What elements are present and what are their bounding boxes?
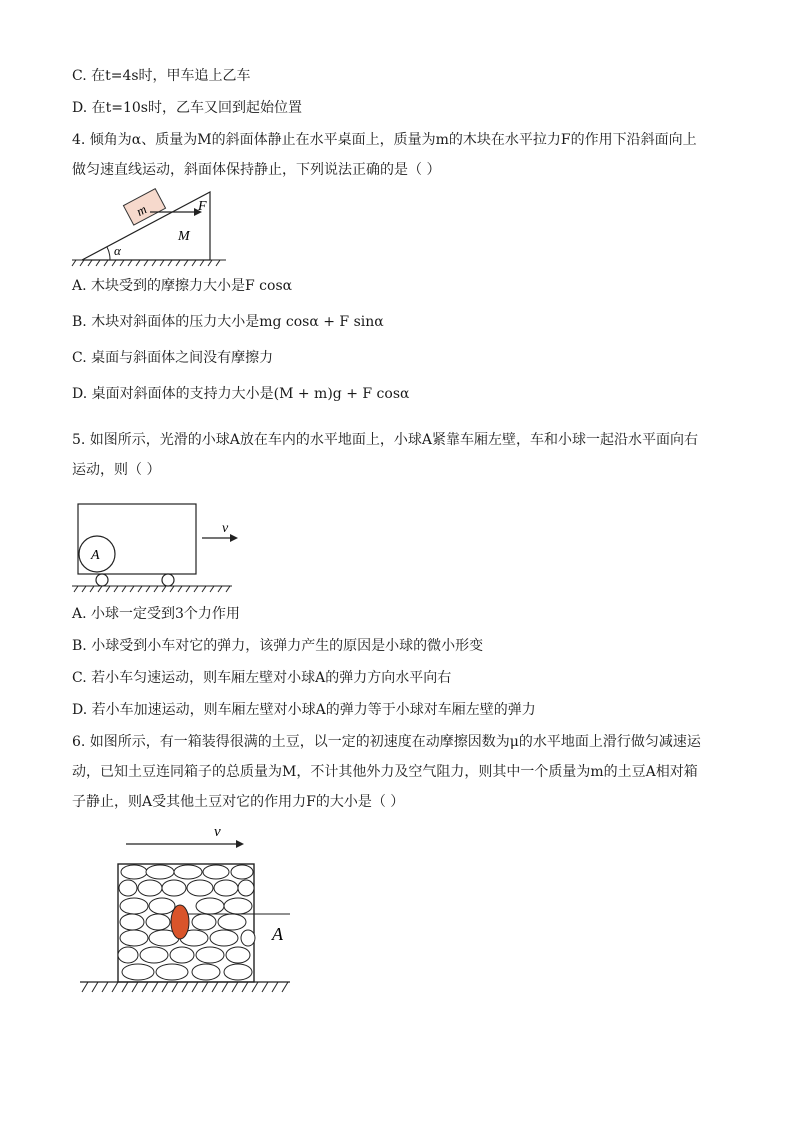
- incline-label: M: [178, 229, 190, 244]
- q6-stem-line1: 6. 如图所示，有一箱装得很满的土豆，以一定的初速度在动摩擦因数为μ的水平地面上滑行做匀减速运: [72, 734, 701, 750]
- angle-label: α: [114, 243, 121, 258]
- q4-option-c: C. 桌面与斜面体之间没有摩擦力: [72, 350, 274, 366]
- q6-velocity-label: v: [214, 824, 221, 840]
- block-label: m: [133, 201, 150, 220]
- q4-stem-line1: 4. 倾角为α、质量为M的斜面体静止在水平桌面上，质量为m的木块在水平拉力F的作用下沿斜面向上: [72, 132, 697, 148]
- force-label: F: [198, 199, 207, 214]
- potato-a-label: A: [272, 924, 283, 944]
- potato-a: [171, 905, 189, 939]
- option-d-prev: D. 在t=10s时，乙车又回到起始位置: [72, 100, 302, 116]
- q4-option-d: D. 桌面对斜面体的支持力大小是(M + m)g + F cosα: [72, 386, 410, 402]
- q5-stem-line1: 5. 如图所示，光滑的小球A放在车内的水平地面上，小球A紧靠车厢左壁，车和小球一起沿水平面向右: [72, 432, 699, 448]
- q5-stem-line2: 运动，则（ ）: [72, 462, 161, 478]
- q5-option-c: C. 若小车匀速运动，则车厢左壁对小球A的弹力方向水平向右: [72, 670, 452, 686]
- q4-incline-figure: [70, 188, 230, 268]
- ball-label: A: [91, 548, 100, 563]
- q5-cart-figure: [70, 498, 240, 594]
- q4-option-a: A. 木块受到的摩擦力大小是F cosα: [72, 278, 293, 294]
- q6-stem-line2: 动，已知土豆连同箱子的总质量为M，不计其他外力及空气阻力，则其中一个质量为m的土豆A相对箱: [72, 764, 698, 780]
- q6-potato-box-figure: [76, 822, 300, 998]
- wheel-right: [162, 574, 174, 586]
- q5-option-d: D. 若小车加速运动，则车厢左壁对小球A的弹力等于小球对车厢左壁的弹力: [72, 702, 536, 718]
- q4-option-b: B. 木块对斜面体的压力大小是mg cosα + F sinα: [72, 314, 384, 330]
- cart-body: [78, 504, 196, 574]
- q5-option-a: A. 小球一定受到3个力作用: [72, 606, 240, 622]
- q5-option-b: B. 小球受到小车对它的弹力，该弹力产生的原因是小球的微小形变: [72, 638, 484, 654]
- wheel-left: [96, 574, 108, 586]
- q6-stem-line3: 子静止，则A受其他土豆对它的作用力F的大小是（ ）: [72, 794, 405, 810]
- option-c-prev: C. 在t=4s时，甲车追上乙车: [72, 68, 251, 84]
- q4-stem-line2: 做匀速直线运动，斜面体保持静止，下列说法正确的是（ ）: [72, 162, 441, 178]
- velocity-label: v: [222, 521, 229, 536]
